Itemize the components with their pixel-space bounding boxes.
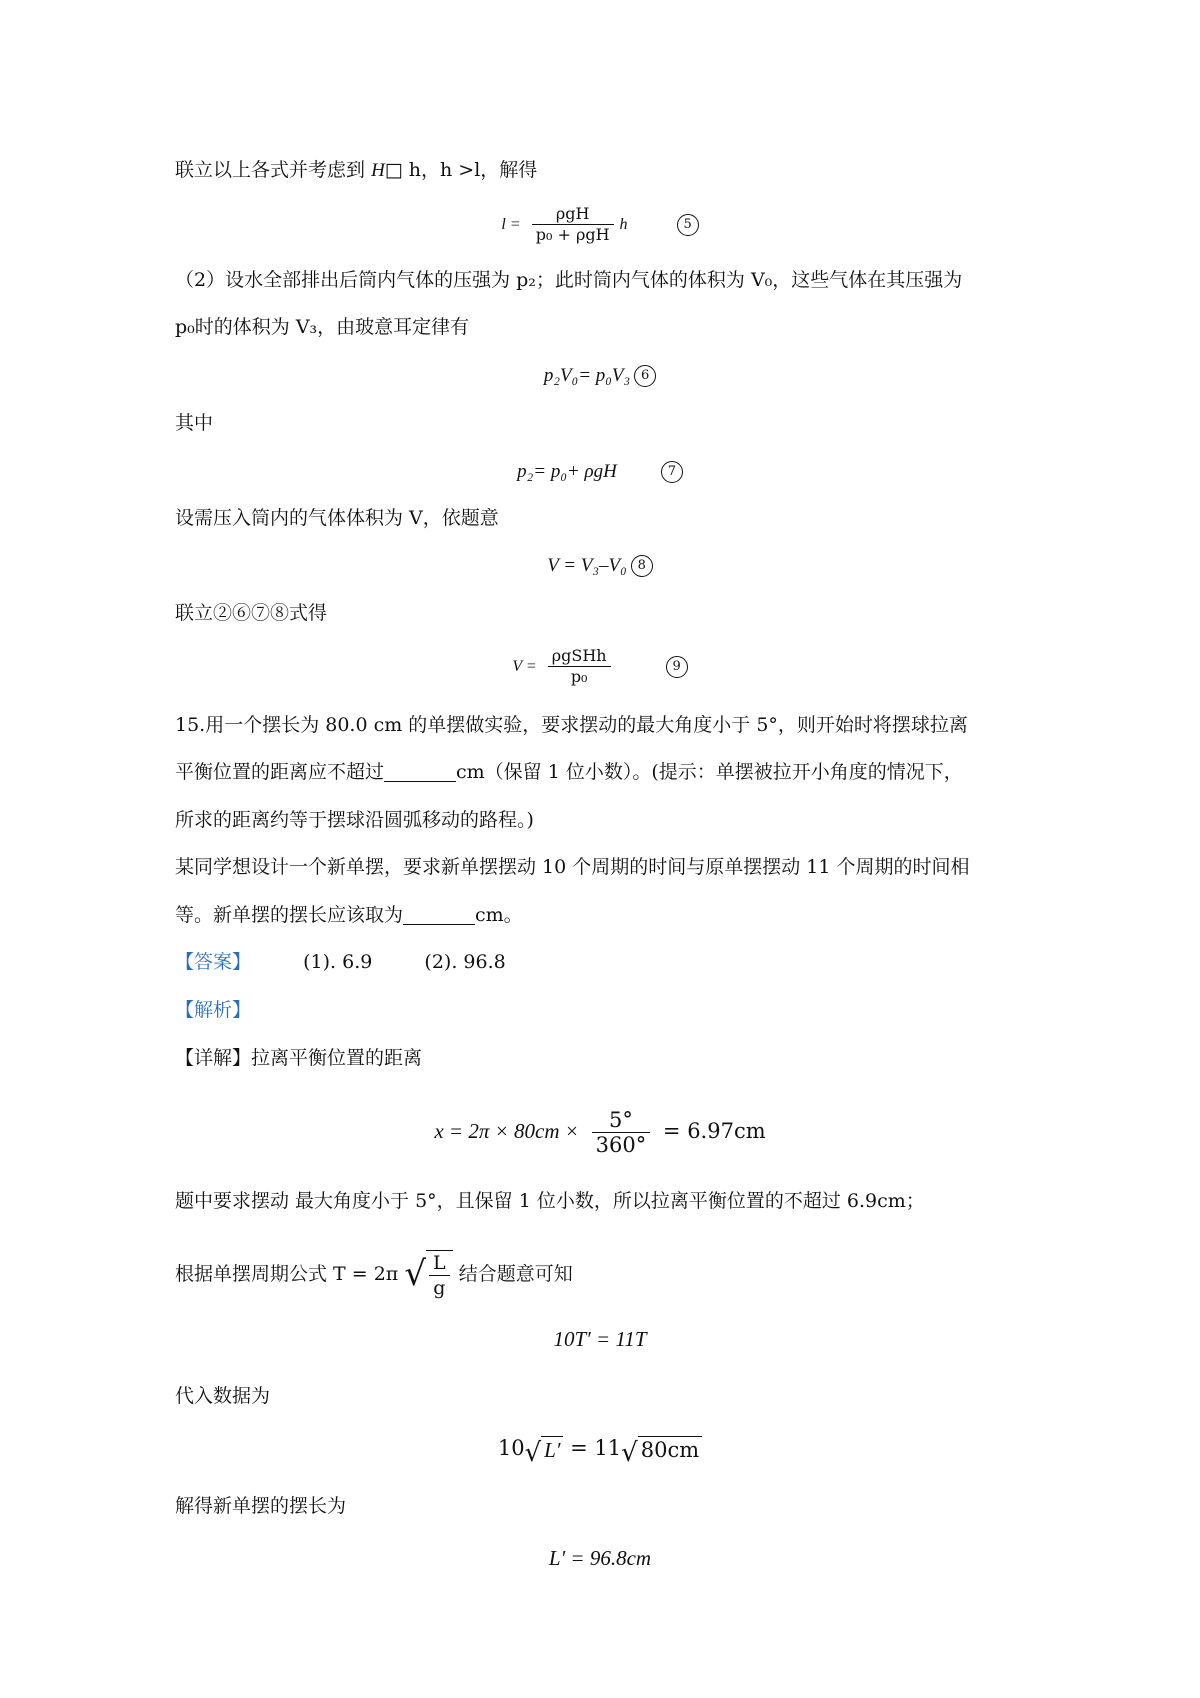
text: 等。新单摆的摆长应该取为 [175, 904, 404, 926]
eq-part: L′ [544, 1438, 561, 1462]
circled-number: 5 [677, 214, 699, 236]
equation-result [0, 1545, 1200, 1571]
circled-number: 6 [634, 365, 656, 387]
equation-7 [0, 458, 1200, 485]
eq-numerator: ρgSHh [548, 646, 611, 667]
eq-numerator: ρgH [532, 204, 614, 225]
text-line: 设需压入筒内的气体体积为 V，依题意 [175, 507, 499, 529]
circled-number: 8 [631, 555, 653, 577]
answer-blank [384, 761, 456, 782]
equation-6 [0, 362, 1200, 389]
analysis-tag: 【解析】 [175, 999, 252, 1021]
question-text: 15.用一个摆长为 80.0 cm 的单摆做实验，要求摆动的最大角度小于 5°，则开始时将摆球拉离 [175, 714, 968, 736]
equation-x [0, 1108, 1200, 1157]
text-line: 根据单摆周期公式 T = 2π √ $\frac{L}{g}$ 结合题意可知 [175, 1252, 573, 1299]
eq-numerator: 5° [592, 1108, 651, 1133]
text: 根据单摆周期公式 T = 2π [175, 1263, 399, 1285]
text-line: 题中要求摆动 最大角度小于 5°，且保留 1 位小数，所以拉离平衡位置的不超过 6.9cm； [175, 1190, 925, 1212]
text: 结合题意可知 [458, 1263, 573, 1285]
eq-body: p₂V₀= p₀V₃ [543, 365, 631, 386]
answer-tag: 【答案】 [175, 951, 252, 973]
eq-part: 10 [497, 1436, 525, 1460]
answer-2: (2). 96.8 [424, 951, 506, 973]
circled-number: 7 [661, 461, 683, 483]
question-text [175, 759, 963, 785]
eq-part: = 11 [570, 1436, 622, 1460]
text-line: 解得新单摆的摆长为 [175, 1495, 347, 1517]
equation-9 [0, 646, 1200, 687]
eq-lhs: l = [501, 216, 521, 233]
equation-period [0, 1326, 1200, 1352]
eq-lhs: x = 2π × 80cm × [434, 1119, 579, 1143]
eq-denominator: p₀ [570, 667, 588, 686]
circled-number: 9 [666, 656, 688, 678]
text-line: p₀时的体积为 V₃，由玻意耳定律有 [175, 316, 470, 338]
text: h，h >l，解得 [408, 159, 538, 181]
text: 联立以上各式并考虑到 [175, 159, 366, 181]
equation-data: 10√ L′ = 11√ 80cm [0, 1435, 1200, 1463]
eq-body: V = V₃–V₀ [547, 555, 627, 576]
text: cm。 [475, 904, 523, 926]
eq-tail: h [619, 216, 628, 233]
text: 平衡位置的距离应不超过 [175, 761, 385, 783]
answer-1: (1). 6.9 [303, 951, 373, 973]
text-line: 联立②⑥⑦⑧式得 [175, 602, 328, 624]
eq-body: L′ = 96.8cm [548, 1546, 652, 1570]
text: cm（保留 1 位小数）。(提示：单摆被拉开小角度的情况下， [456, 761, 963, 783]
answer-line [175, 949, 506, 975]
eq-rhs: = 6.97cm [662, 1119, 766, 1143]
eq-part: 80cm [638, 1436, 702, 1463]
text-line: 其中 [175, 412, 214, 434]
eq-denominator: 360° [595, 1133, 647, 1157]
question-text: 所求的距离约等于摆球沿圆弧移动的路程。) [175, 809, 534, 831]
text-line: （2）设水全部排出后筒内气体的压强为 p₂；此时筒内气体的体积为 V₀，这些气体在其压强为 [175, 269, 963, 291]
eq-lhs: V = [512, 658, 537, 675]
question-text: 某同学想设计一个新单摆，要求新单摆摆动 10 个周期的时间与原单摆摆动 11 个周期的时间相 [175, 856, 970, 878]
question-text [175, 902, 523, 928]
eq-denominator: p₀ + ρgH [535, 225, 610, 244]
eq-body: p₂= p₀+ ρgH [517, 461, 617, 482]
text-line: 代入数据为 [175, 1385, 271, 1407]
answer-blank [403, 904, 475, 925]
eq-denominator: g [433, 1277, 446, 1299]
equation-8 [0, 552, 1200, 579]
eq-body: 10T′ = 11T [553, 1327, 647, 1351]
equation-5 [0, 204, 1200, 245]
text-line: 联立以上各式并考虑到 H□ h，h >l，解得 [175, 159, 538, 181]
text-line: 【详解】拉离平衡位置的距离 [175, 1047, 423, 1069]
eq-numerator: L [429, 1251, 450, 1276]
